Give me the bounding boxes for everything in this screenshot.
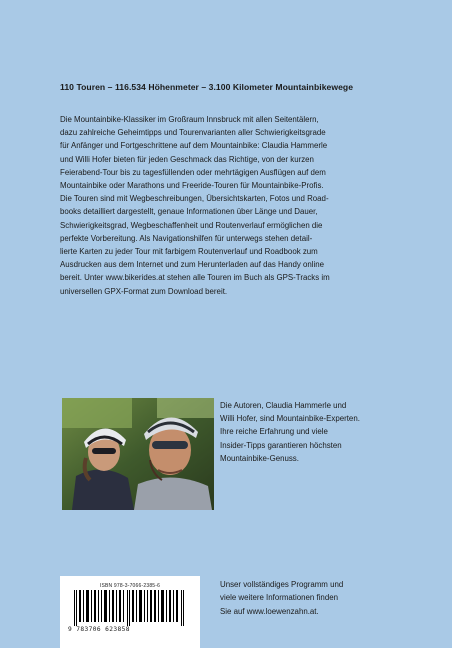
description-line: für Anfänger und Fortgeschrittene auf dem Mountainbike: Claudia Hammerle [60, 141, 328, 151]
promo-line: Unser vollständiges Programm und [220, 580, 344, 589]
description-line: universellen GPX-Format zum Download bereit. [60, 286, 228, 296]
authors-line: Willi Hofer, sind Mountainbike-Experten. [220, 414, 360, 424]
barcode-area [60, 576, 200, 648]
description-line: lierte Karten zu jeder Tour mit farbigem Routenverlauf und Roadbook zum [60, 247, 318, 257]
headline: 110 Touren – 116.534 Höhenmeter – 3.100 Kilometer Mountainbikewege [60, 82, 354, 92]
authors-photo [62, 398, 214, 510]
authors-text [220, 399, 430, 465]
description-line: Mountainbike oder Marathons und Freeride-Touren für Mountainbike-Profis. [60, 181, 324, 191]
isbn-number: ISBN 978-3-7066-2385-6 [99, 583, 161, 589]
promo-line: Sie auf www.loewenzahn.at. [220, 606, 319, 616]
barcode-icon [74, 590, 186, 626]
description-text [60, 113, 390, 298]
description-line: books detailliert dargestellt, genaue Informationen über Länge und Dauer, [60, 207, 318, 217]
description-line: und Willi Hofer bieten für jeden Geschmack das Richtige, von der kurzen [60, 154, 314, 164]
authors-line: Mountainbike-Genuss. [220, 453, 299, 463]
publisher-promo [220, 578, 420, 618]
description-line: Ausdrucken aus dem Internet und zum Herunterladen auf das Handy online [60, 260, 325, 270]
authors-line: Die Autoren, Claudia Hammerle und [220, 401, 347, 410]
description-line: Schwierigkeitsgrad, Wegbeschaffenheit und Routenverlauf ermöglichen die [60, 220, 323, 230]
promo-line: viele weitere Informationen finden [220, 593, 338, 603]
description-line: Die Touren sind mit Wegbeschreibungen, Übersichtskarten, Fotos und Road- [60, 194, 329, 204]
description-line: dazu zahlreiche Geheimtipps und Tourenvarianten aller Schwierigkeitsgrade [60, 128, 326, 138]
authors-line: Ihre reiche Erfahrung und viele [220, 427, 328, 437]
authors-line: Insider-Tipps garantieren höchsten [220, 440, 342, 450]
description-line: Die Mountainbike-Klassiker im Großraum Innsbruck mit allen Seitentälern, [60, 115, 319, 124]
authors-photo-illustration [62, 398, 214, 510]
description-line: perfekte Vorbereitung. Als Navigationshilfen für unterwegs stehen detail- [60, 233, 313, 243]
description-line: Feierabend-Tour bis zu tagesfüllenden oder mehrtägigen Ausflügen auf dem [60, 167, 326, 177]
barcode-digits: 9 783706 623858 [68, 626, 130, 633]
description-line: bereit. Unter www.bikerides.at stehen alle Touren im Buch als GPS-Tracks im [60, 273, 330, 283]
